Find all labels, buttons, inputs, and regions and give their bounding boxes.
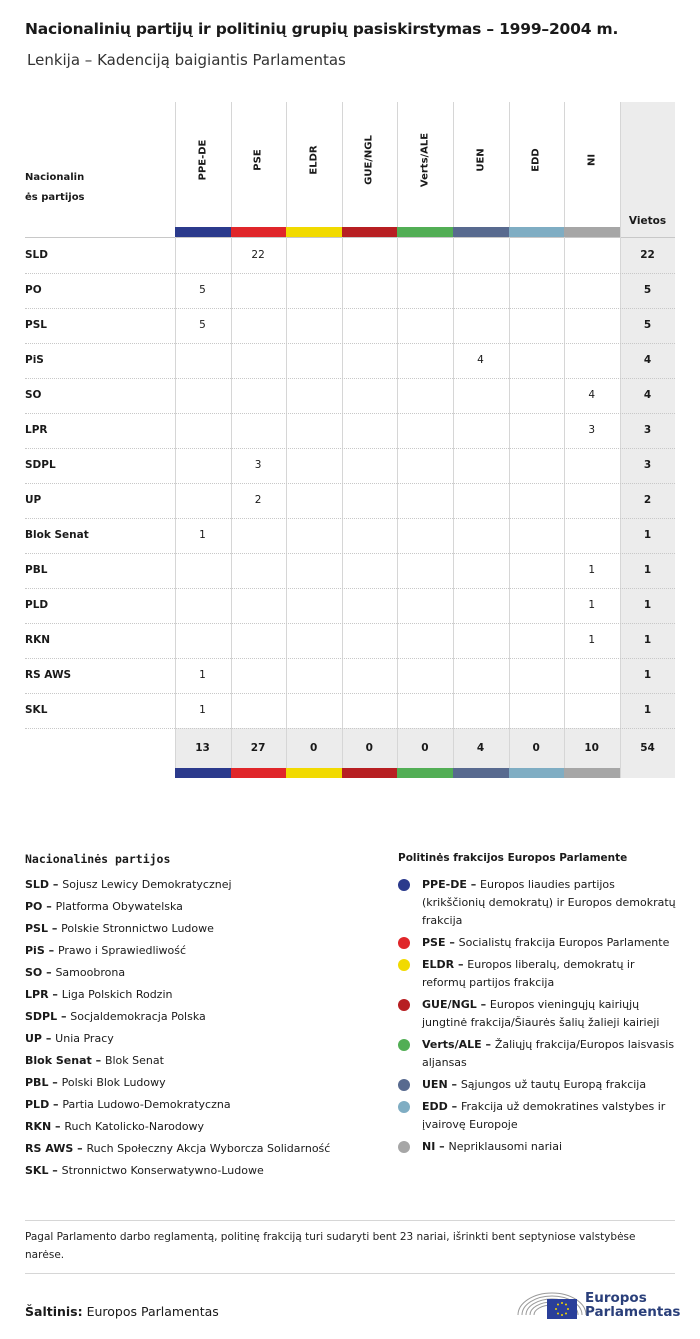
table-row	[25, 273, 675, 309]
table-row	[25, 238, 675, 274]
seat-cell: 1	[588, 599, 596, 611]
party-legend-item	[25, 1074, 385, 1096]
party-name: PO	[25, 284, 42, 296]
column-header-label: NI	[586, 153, 598, 167]
column-total: 0	[532, 742, 540, 754]
seat-cell: 4	[477, 354, 484, 366]
seat-cell: 4	[588, 389, 596, 401]
party-legend-item	[25, 876, 385, 898]
group-full-name: Europos liaudies partijos (krikščionių demokratų) ir Europos demokratų frakcija	[422, 878, 676, 927]
row-total: 1	[643, 529, 652, 541]
group-color-dot-icon	[398, 1079, 410, 1091]
group-legend-item	[398, 956, 678, 992]
party-name: PLD	[25, 599, 49, 611]
table-row	[25, 483, 675, 519]
separator: –	[42, 900, 56, 913]
table-row	[25, 413, 675, 449]
column-header	[231, 102, 286, 227]
group-abbr: NI	[422, 1140, 436, 1153]
separator: –	[42, 966, 56, 979]
group-color-dot-icon	[398, 1141, 410, 1153]
column-total: 0	[421, 742, 429, 754]
group-color-bar	[231, 768, 287, 778]
party-name: LPR	[25, 424, 48, 436]
row-total: 22	[640, 249, 655, 261]
party-full-name: Polskie Stronnictwo Ludowe	[61, 922, 214, 935]
group-abbr: Verts/ALE	[422, 1038, 482, 1051]
party-full-name: Polski Blok Ludowy	[61, 1076, 166, 1089]
table-row	[25, 623, 675, 659]
party-full-name: Partia Ludowo-Demokratyczna	[62, 1098, 231, 1111]
party-legend-item	[25, 1052, 385, 1074]
group-legend-item	[398, 934, 678, 952]
column-header	[397, 102, 452, 227]
group-color-dot-icon	[398, 1101, 410, 1113]
group-abbr: PPE-DE	[422, 878, 467, 891]
column-total: 27	[250, 742, 266, 754]
separator: –	[49, 1098, 63, 1111]
group-full-name: Europos vieningųjų kairiųjų jungtinė frakcija/Šiaurės šalių žalieji kairieji	[422, 998, 660, 1029]
group-abbr: ELDR	[422, 958, 455, 971]
column-header	[286, 102, 341, 227]
column-header-label: UEN	[475, 148, 486, 172]
group-color-bar	[509, 768, 565, 778]
seat-cell: 5	[199, 284, 206, 296]
grand-total: 54	[640, 742, 655, 754]
column-header-label: PSE	[252, 149, 264, 171]
group-abbr: UEN	[422, 1078, 448, 1091]
group-legend-item	[398, 1036, 678, 1072]
row-total: 2	[643, 494, 652, 506]
row-total: 1	[643, 599, 652, 611]
group-abbr: EDD	[422, 1100, 448, 1113]
group-color-bar	[342, 768, 398, 778]
column-total: 13	[195, 742, 210, 754]
party-abbr: PSL	[25, 922, 48, 935]
group-full-name: Europos liberalų, demokratų ir reformų partijos frakcija	[422, 958, 635, 989]
separator: –	[57, 1010, 71, 1023]
group-color-bar	[286, 227, 342, 237]
column-header	[509, 102, 564, 227]
separator: –	[481, 1038, 495, 1051]
seat-cell: 22	[251, 249, 265, 261]
table-row	[25, 448, 675, 484]
table-row	[25, 588, 675, 624]
party-legend-item	[25, 1030, 385, 1052]
row-header-label: Nacionalinės partijos	[25, 172, 85, 203]
party-full-name: Ruch Katolicko-Narodowy	[64, 1120, 205, 1133]
party-name: PSL	[25, 319, 47, 331]
page-title: Nacionalinių partijų ir politinių grupių pasiskirstymas – 1999–2004 m.	[25, 20, 619, 38]
party-abbr: PBL	[25, 1076, 49, 1089]
divider	[25, 1220, 675, 1221]
row-total: 5	[643, 319, 652, 331]
separator: –	[466, 878, 481, 891]
group-full-name: Nepriklausomi nariai	[448, 1140, 562, 1153]
party-abbr: SKL	[25, 1164, 49, 1177]
seat-cell: 3	[588, 424, 596, 436]
table-row	[25, 378, 675, 414]
party-full-name: Sojusz Lewicy Demokratycznej	[62, 878, 232, 891]
party-full-name: Blok Senat	[104, 1054, 164, 1067]
groups-legend	[398, 876, 678, 1160]
group-color-bar	[231, 227, 287, 237]
column-header-label: EDD	[530, 148, 542, 172]
separator: –	[49, 878, 63, 891]
separator: –	[48, 1164, 62, 1177]
parties-legend-title: Nacionalinės partijos	[25, 852, 171, 866]
party-name: SO	[25, 389, 42, 401]
party-legend-item	[25, 1140, 385, 1162]
party-full-name: Ruch Społeczny Akcja Wyborcza Solidarność	[86, 1142, 331, 1155]
column-header-label: PPE-DE	[197, 139, 208, 181]
party-legend-item	[25, 920, 385, 942]
group-abbr: PSE	[422, 936, 446, 949]
separator: –	[73, 1142, 87, 1155]
party-legend-item	[25, 1008, 385, 1030]
separator: –	[48, 922, 62, 935]
divider	[25, 1273, 675, 1274]
group-color-dot-icon	[398, 879, 410, 891]
party-legend-item	[25, 1096, 385, 1118]
column-header	[342, 102, 397, 227]
separator: –	[91, 1054, 105, 1067]
seat-cell: 1	[588, 634, 596, 646]
seat-cell: 2	[254, 494, 262, 506]
separator: –	[476, 998, 490, 1011]
party-name: PBL	[25, 564, 48, 576]
row-total: 4	[643, 354, 652, 366]
group-color-bar	[453, 227, 509, 237]
row-total: 4	[643, 389, 652, 401]
separator: –	[48, 988, 62, 1001]
row-total: 1	[643, 704, 652, 716]
party-abbr: SDPL	[25, 1010, 58, 1023]
source-label: Šaltinis:	[25, 1304, 83, 1319]
group-color-bar	[397, 768, 453, 778]
group-color-bar	[342, 227, 398, 237]
party-abbr: RKN	[25, 1120, 52, 1133]
column-header	[175, 102, 230, 227]
party-name: RKN	[25, 634, 51, 646]
table-row	[25, 518, 675, 554]
party-abbr: SLD	[25, 878, 50, 891]
group-legend-item	[398, 996, 678, 1032]
party-full-name: Samoobrona	[55, 966, 126, 979]
group-color-dot-icon	[398, 937, 410, 949]
separator: –	[44, 944, 58, 957]
party-legend-item	[25, 986, 385, 1008]
groups-legend-title: Politinės frakcijos Europos Parlamente	[398, 852, 628, 864]
column-header-label: Verts/ALE	[419, 132, 431, 188]
footnote: Pagal Parlamento darbo reglamentą, politinę frakciją turi sudaryti bent 23 nariai, išrinkti bent septyniose valstybėse narėse.	[25, 1231, 636, 1261]
group-legend-item	[398, 876, 678, 930]
party-full-name: Platforma Obywatelska	[55, 900, 183, 913]
seat-cell: 3	[254, 459, 262, 471]
party-legend-item	[25, 942, 385, 964]
column-total: 4	[476, 742, 485, 754]
party-abbr: PiS	[25, 944, 45, 957]
row-total: 3	[643, 459, 652, 471]
party-legend-item	[25, 964, 385, 986]
row-total: 3	[643, 424, 652, 436]
table-row	[25, 553, 675, 589]
party-full-name: Socjaldemokracja Polska	[70, 1010, 206, 1023]
group-full-name: Sąjungos už tautų Europą frakcija	[460, 1078, 647, 1091]
row-total: 5	[643, 284, 652, 296]
party-full-name: Prawo i Sprawiedliwość	[57, 944, 187, 957]
group-legend-item	[398, 1076, 678, 1094]
seat-cell: 1	[199, 669, 206, 681]
seats-table	[25, 102, 675, 778]
group-abbr: GUE/NGL	[422, 998, 477, 1011]
separator: –	[51, 1120, 65, 1133]
page-subtitle: Lenkija – Kadenciją baigiantis Parlamentas	[27, 51, 346, 69]
group-color-bar	[397, 227, 453, 237]
group-full-name: Socialistų frakcija Europos Parlamente	[458, 936, 670, 949]
party-name: RS AWS	[25, 669, 72, 681]
party-name: UP	[25, 494, 42, 506]
group-color-bar	[286, 768, 342, 778]
logo-line-2: Parlamentas	[585, 1304, 681, 1320]
group-color-bar	[509, 227, 565, 237]
separator: –	[435, 1140, 449, 1153]
logo-line-1: Europos	[585, 1290, 647, 1306]
table-row	[25, 308, 675, 344]
seat-cell: 5	[199, 319, 206, 331]
party-full-name: Unia Pracy	[55, 1032, 114, 1045]
row-total: 1	[643, 634, 652, 646]
column-header-label: GUE/NGL	[363, 135, 375, 185]
separator: –	[445, 936, 459, 949]
group-color-dot-icon	[398, 959, 410, 971]
group-color-bar	[175, 768, 231, 778]
group-color-bar	[175, 227, 231, 237]
source-value: Europos Parlamentas	[86, 1304, 219, 1319]
seat-cell: 1	[588, 564, 596, 576]
group-full-name: Frakcija už demokratines valstybes ir įvairovę Europoje	[422, 1100, 666, 1131]
party-abbr: LPR	[25, 988, 49, 1001]
group-color-bar	[453, 768, 509, 778]
table-row	[25, 693, 675, 729]
party-name: PiS	[25, 354, 44, 366]
column-total: 0	[365, 742, 373, 754]
party-name: SLD	[25, 249, 48, 261]
party-abbr: RS AWS	[25, 1142, 74, 1155]
party-abbr: UP	[25, 1032, 42, 1045]
table-row	[25, 658, 675, 694]
party-name: SKL	[25, 704, 48, 716]
column-total: 0	[310, 742, 318, 754]
group-full-name: Žaliųjų frakcija/Europos laisvasis aljansas	[422, 1038, 675, 1069]
column-header	[453, 102, 508, 227]
party-abbr: SO	[25, 966, 43, 979]
column-total: 10	[584, 742, 599, 754]
group-color-dot-icon	[398, 1039, 410, 1051]
separator: –	[42, 1032, 56, 1045]
group-legend-item	[398, 1138, 678, 1156]
group-color-bar	[564, 227, 620, 237]
separator: –	[447, 1078, 461, 1091]
column-header-label: ELDR	[308, 145, 320, 175]
ep-logo-text	[585, 1291, 680, 1319]
party-name: Blok Senat	[25, 529, 89, 541]
party-abbr: PO	[25, 900, 43, 913]
source-line	[25, 1304, 219, 1319]
party-abbr: PLD	[25, 1098, 50, 1111]
party-legend-item	[25, 898, 385, 920]
group-color-bar	[564, 768, 620, 778]
party-abbr: Blok Senat	[25, 1054, 92, 1067]
column-header	[564, 102, 619, 227]
separator: –	[454, 958, 468, 971]
group-legend-item	[398, 1098, 678, 1134]
table-row	[25, 343, 675, 379]
party-full-name: Stronnictwo Konserwatywno-Ludowe	[61, 1164, 264, 1177]
group-color-dot-icon	[398, 999, 410, 1011]
party-legend-item	[25, 1162, 385, 1184]
party-legend-item	[25, 1118, 385, 1140]
row-total: 1	[643, 669, 652, 681]
party-name: SDPL	[25, 459, 56, 471]
seat-cell: 1	[199, 704, 206, 716]
separator: –	[48, 1076, 62, 1089]
parties-legend	[25, 876, 385, 1184]
separator: –	[447, 1100, 461, 1113]
row-total: 1	[643, 564, 652, 576]
party-full-name: Liga Polskich Rodzin	[61, 988, 173, 1001]
total-header-label: Vietos	[628, 215, 667, 227]
seat-cell: 1	[199, 529, 206, 541]
